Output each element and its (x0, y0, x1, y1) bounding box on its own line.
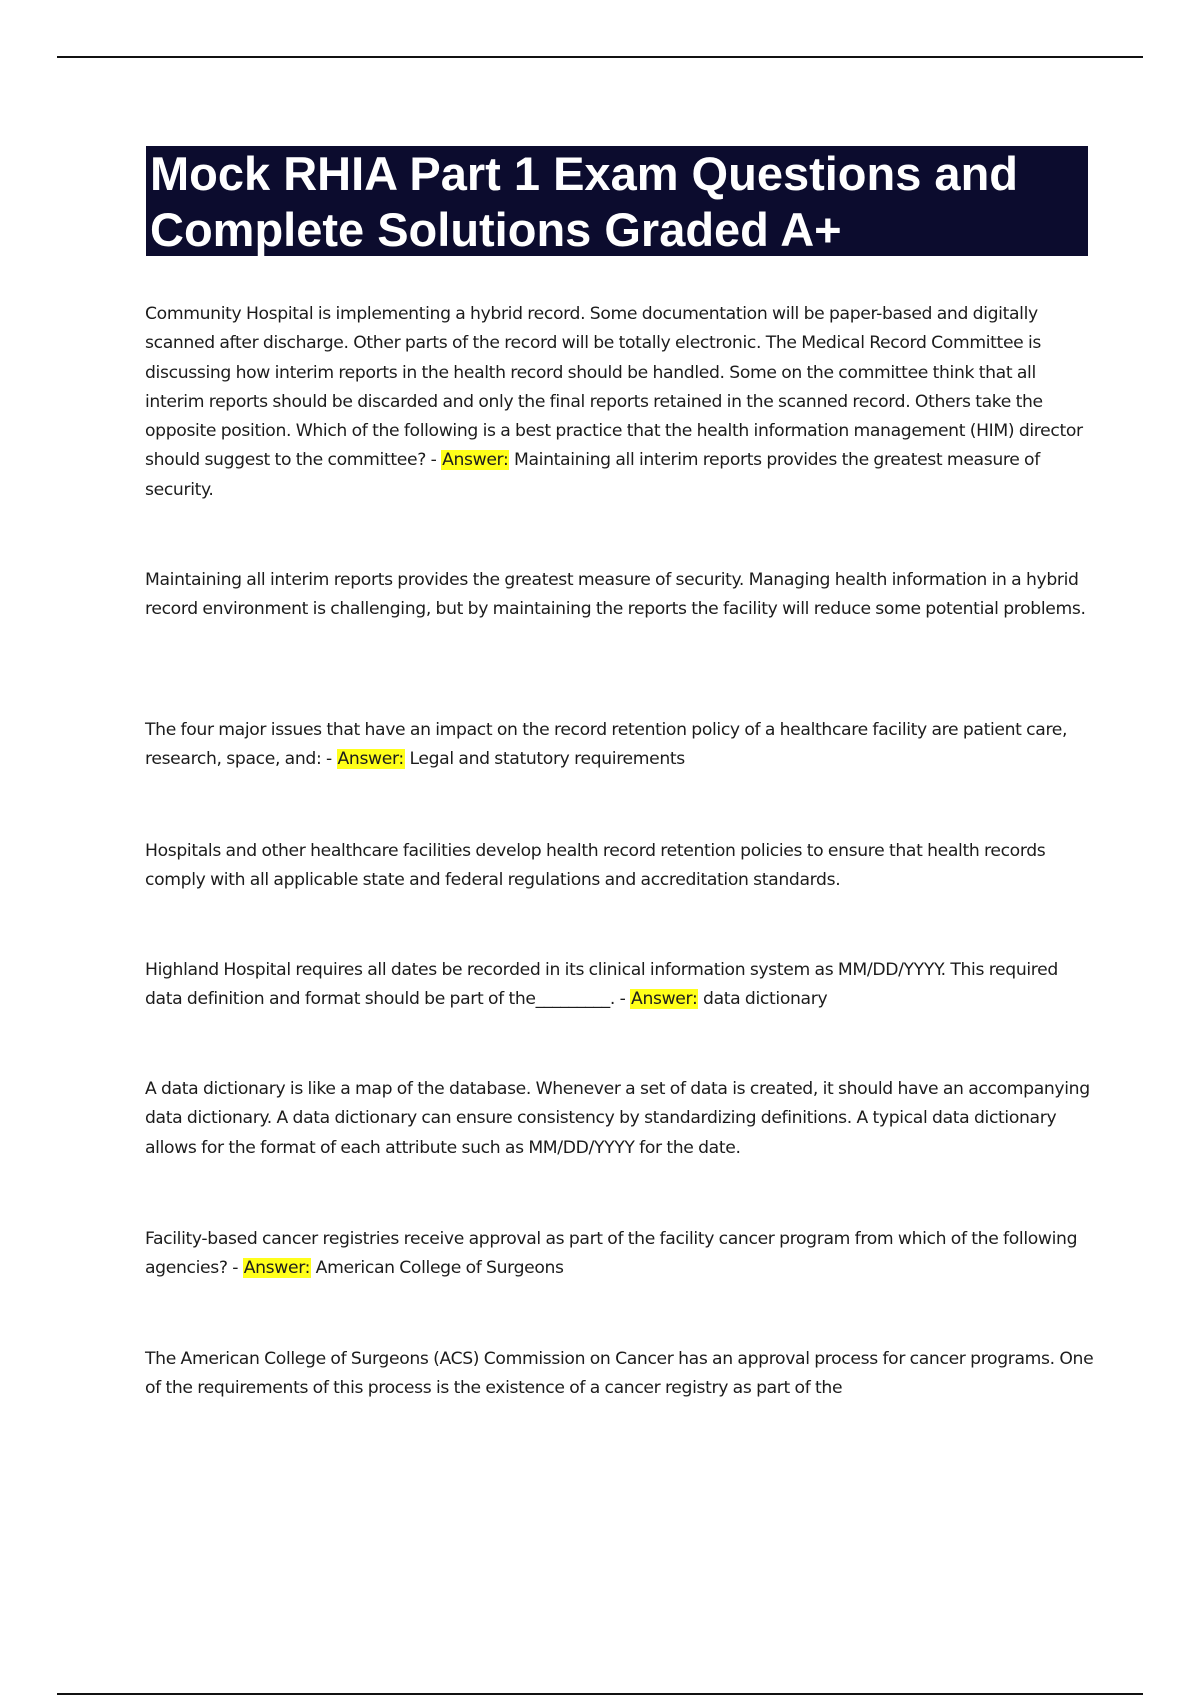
question-1 (145, 300, 1095, 505)
answer-label: Answer: (442, 450, 509, 471)
answer-text: Legal and statutory requirements (404, 749, 685, 770)
explanation-text: Maintaining all interim reports provides the greatest measure of security. Managing health information in a hybrid record environment is challenging, but by maintaining the reports the facility will reduce some potential problems. (145, 570, 1086, 620)
question-text: Highland Hospital requires all dates be recorded in its clinical information system as MM/DD/YYYY. This required data definition and format should be part of the_________. - (145, 960, 1058, 1010)
answer-label: Answer: (243, 1258, 311, 1279)
question-text: Facility-based cancer registries receive approval as part of the facility cancer program from which of the following agencies? - (145, 1229, 1078, 1279)
question-text: Community Hospital is implementing a hybrid record. Some documentation will be paper-based and digitally scanned after discharge. Other parts of the record will be totally electronic. The Medical Record Committee is discussing how interim reports in the health record should be handled. Some on the committee think that all interim reports should be discarded and only the final reports retained in the scanned record. Others take the opposite position. Which of the following is a best practice that the health information management (HIM) director should suggest to the committee? - (145, 304, 1083, 471)
answer-label: Answer: (337, 749, 404, 770)
explanation-4 (145, 1345, 1095, 1404)
header-rule (57, 56, 1143, 58)
document-title-banner (146, 146, 1088, 256)
question-text: The four major issues that have an impact on the record retention policy of a healthcare facility are patient care, research, space, and: - (145, 720, 1068, 770)
question-2 (145, 716, 1095, 775)
explanation-2 (145, 837, 1095, 896)
answer-text: data dictionary (698, 989, 828, 1010)
explanation-3 (145, 1075, 1095, 1163)
explanation-text: Hospitals and other healthcare facilities develop health record retention policies to ensure that health records comply with all applicable state and federal regulations and accreditation standards. (145, 841, 1046, 891)
question-4 (145, 1225, 1095, 1284)
footer-rule (57, 1693, 1143, 1695)
explanation-1 (145, 566, 1095, 625)
explanation-text: The American College of Surgeons (ACS) Commission on Cancer has an approval process for cancer programs. One of the requirements of this process is the existence of a cancer registry as part of the (145, 1349, 1094, 1399)
answer-label: Answer: (631, 989, 698, 1010)
answer-text: American College of Surgeons (311, 1258, 564, 1279)
question-3 (145, 956, 1095, 1015)
explanation-text: A data dictionary is like a map of the database. Whenever a set of data is created, it should have an accompanying data dictionary. A data dictionary can ensure consistency by standardizing definitions. A typical data dictionary allows for the format of each attribute such as MM/DD/YYYY for the date. (145, 1079, 1090, 1158)
answer-text: Maintaining all interim reports provides the greatest measure of security. (145, 450, 1040, 500)
document-title: Mock RHIA Part 1 Exam Questions and Complete Solutions Graded A+ (150, 147, 1018, 256)
